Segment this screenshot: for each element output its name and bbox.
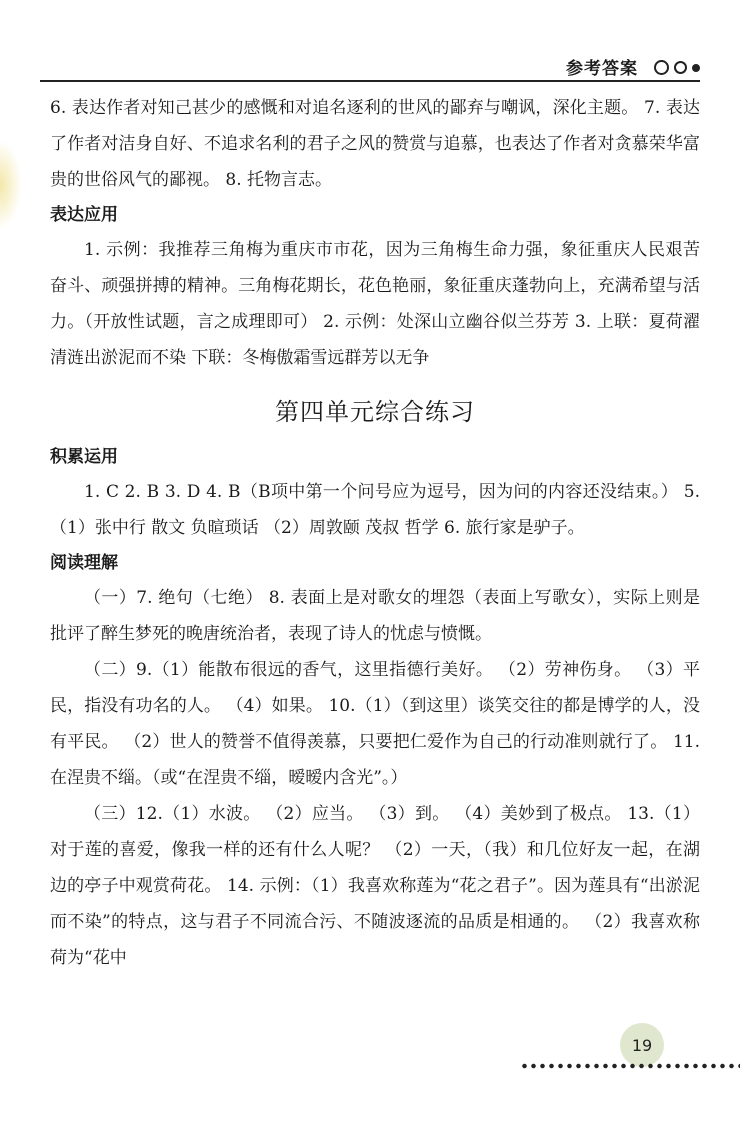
answer-paragraph: 1. C 2. B 3. D 4. B（B项中第一个问号应为逗号，因为问的内容还没结束。） 5.（1）张中行 散文 负暄琐话 （2）周敦颐 茂叔 哲学 6. 旅行家是驴子。 bbox=[50, 482, 700, 538]
answer-paragraph: （一）7. 绝句（七绝） 8. 表面上是对歌女的埋怨（表面上写歌女），实际上则是批评了醉生梦死的晚唐统治者，表现了诗人的忧虑与愤慨。 bbox=[50, 588, 700, 644]
header-title: 参考答案 bbox=[566, 59, 638, 79]
page-body bbox=[50, 90, 700, 976]
unit-title: 第四单元综合练习 bbox=[275, 398, 475, 426]
answer-paragraph: 6. 表达作者对知己甚少的感慨和对追名逐利的世风的鄙弃与嘲讽，深化主题。 7. 表达了作者对洁身自好、不追求名利的君子之风的赞赏与追慕，也表达了作者对贪慕荣华富贵的世俗风气的鄙视。 8. 托物言志。 bbox=[50, 98, 700, 190]
answer-paragraph: 1. 示例：我推荐三角梅为重庆市市花，因为三角梅生命力强，象征重庆人民艰苦奋斗、顽强拼搏的精神。三角梅花期长，花色艳丽，象征重庆蓬勃向上，充满希望与活力。（开放性试题，言之成理即可） 2. 示例：处深山立幽谷似兰芬芳 3. 上联：夏荷濯清涟出淤泥而不染 下联：冬梅傲霜雪远群芳以无争 bbox=[50, 240, 700, 368]
paper-stain bbox=[0, 140, 22, 230]
section-heading-reading: 阅读理解 bbox=[50, 553, 118, 573]
page-number: 19 bbox=[620, 1023, 664, 1067]
section-heading-accumulate: 积累运用 bbox=[50, 447, 118, 467]
circles-ornament-icon bbox=[654, 60, 700, 75]
section-heading-expression: 表达应用 bbox=[50, 205, 118, 225]
dotted-footer-line bbox=[520, 1062, 740, 1070]
answer-paragraph: （三）12.（1）水波。 （2）应当。 （3）到。 （4）美妙到了极点。 13.（1）对于莲的喜爱，像我一样的还有什么人呢？ （2）一天，（我）和几位好友一起，在湖边的亭子中观赏荷花。 14. 示例：（1）我喜欢称莲为“花之君子”。因为莲具有“出淤泥而不染”的特点，这与君子不同流合污、不随波逐流的品质是相通的。 （2）我喜欢称荷为“花中 bbox=[50, 804, 700, 968]
answer-paragraph: （二）9.（1）能散布很远的香气，这里指德行美好。 （2）劳神伤身。 （3）平民，指没有功名的人。 （4）如果。 10.（1）（到这里）谈笑交往的都是博学的人，没有平民。 （2）世人的赞誉不值得羡慕，只要把仁爱作为自己的行动准则就行了。 11. 在涅贵不缁。（或“在涅贵不缁，暧暧内含光”。） bbox=[50, 660, 700, 788]
page-header bbox=[40, 52, 700, 82]
